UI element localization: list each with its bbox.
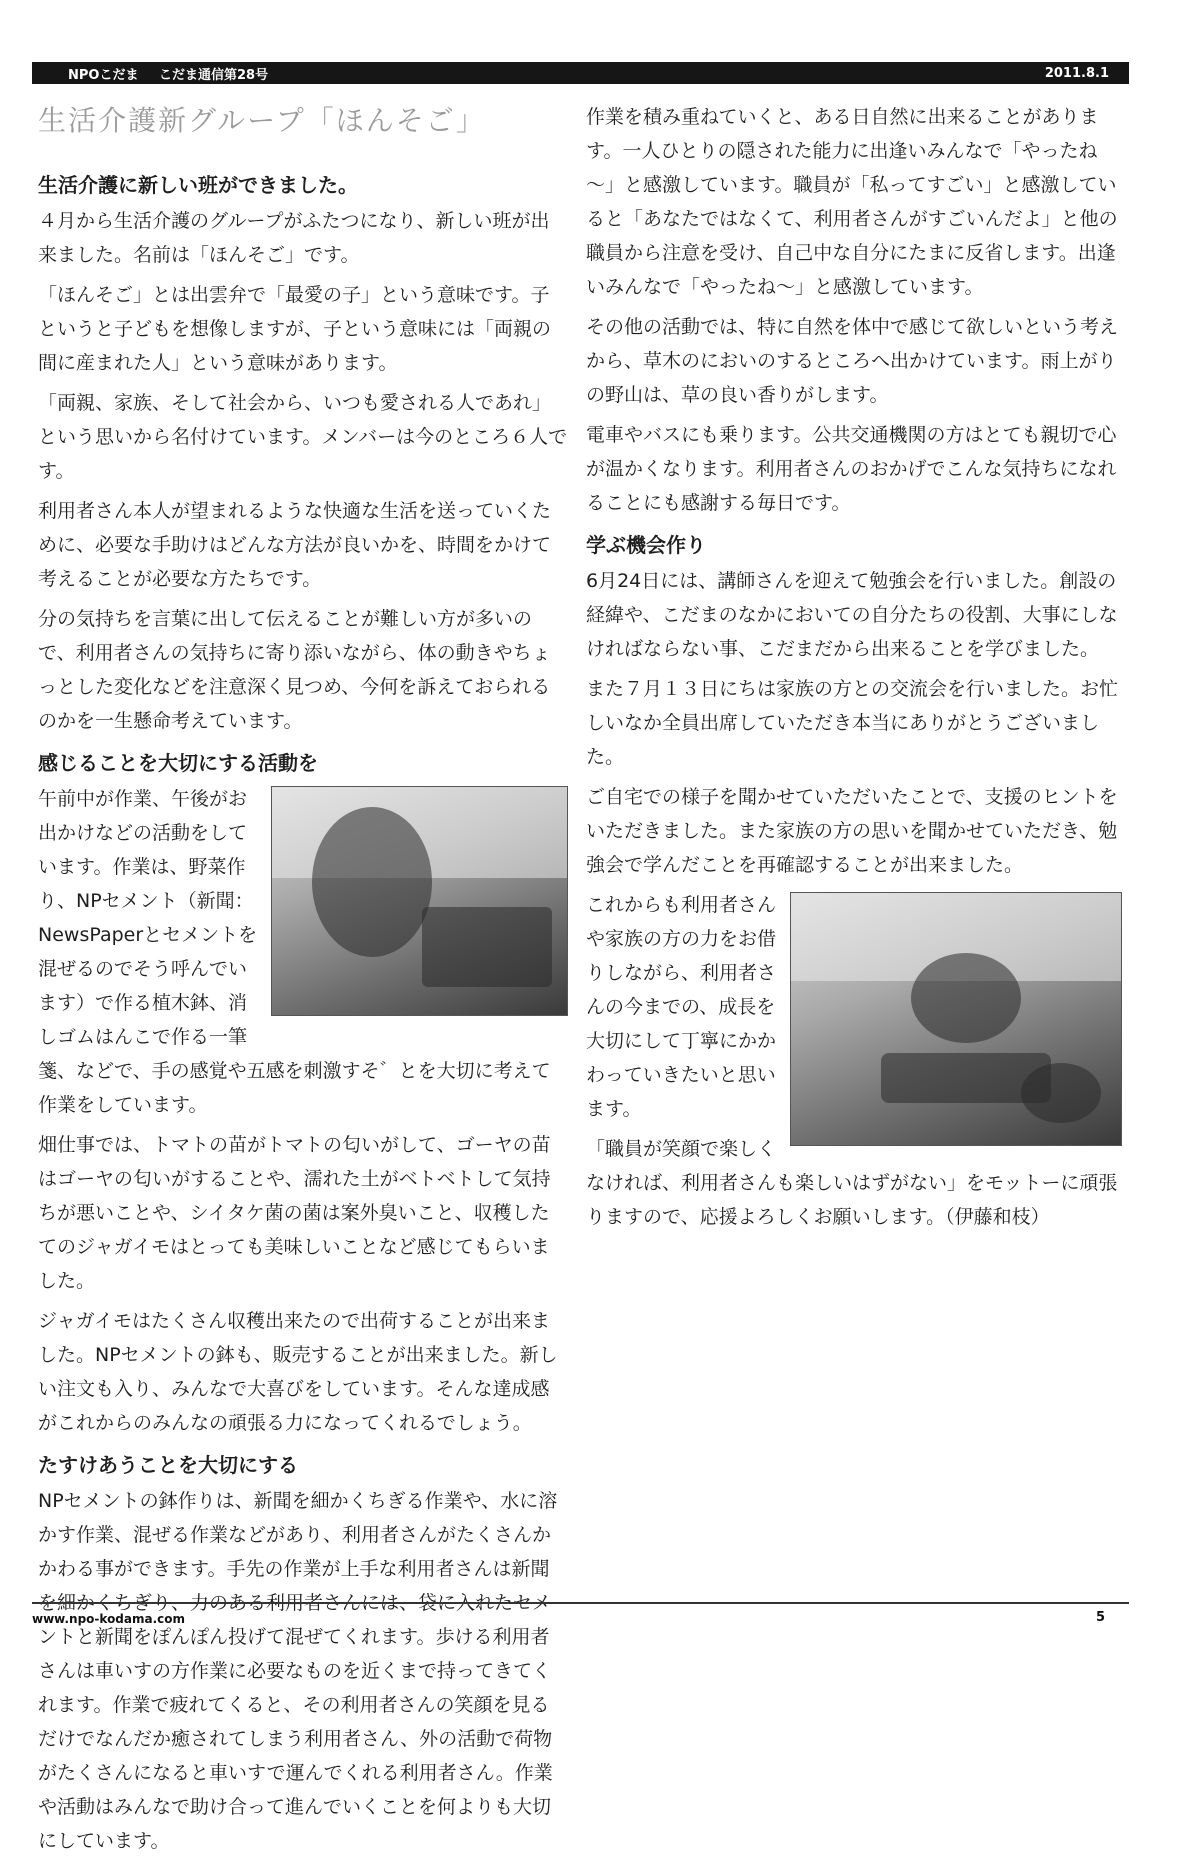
paragraph: 電車やバスにも乗ります。公共交通機関の方はとても親切で心が温かくなります。利用者さんのおかげでこんな気持ちになれることにも感謝する毎日です。 [586,424,1117,514]
paragraph: また７月１３日にちは家族の方との交流会を行いました。お忙しいなか全員出席していただき本当にありがとうございました。 [586,678,1119,768]
header-date: 2011.8.1 [1044,65,1109,81]
left-column [38,100,568,1864]
header-org: NPOこだま [68,67,139,83]
article-title-banner: 生活介護新グループ「ほんそご」 [38,104,486,137]
paragraph: これからも利用者さんや家族の方の力をお借りしながら、利用者さんの今までの、成長を大切にして丁寧にかかわっていきたいと思います。 [586,894,777,1120]
paragraph: 作業を積み重ねていくと、ある日自然に出来ることがあります。一人ひとりの隠された能力に出逢いみんなで「やったね～」と感激しています。職員が「私ってすごい」と感激していると「あなたではなくて、利用者さんがすごいんだよ」と他の職員から注意を受け、自己中な自分にたまに反省します。出逢いみんなで「やったね～」と感激しています。 [586,106,1118,298]
paragraph: その他の活動では、特に自然を体中で感じて欲しいという考えから、草木のにおいのするところへ出かけています。雨上がりの野山は、草の良い香りがします。 [586,316,1119,406]
section-heading-activities: 感じることを大切にする活動を [38,751,318,775]
paragraph: 分の気持ちを言葉に出して伝えることが難しい方が多いので、利用者さんの気持ちに寄り添いながら、体の動きやちょっとした変化などを注意深く見つめ、今何を訴えておられるのかを一生懸命考えています。 [38,608,551,732]
paragraph: 「両親、家族、そして社会から、いつも愛される人であれ」という思いから名付けています。メンバーは今のところ６人です。 [38,392,568,482]
footer-url: www.npo-kodama.com [32,1612,186,1626]
paragraph: 「ほんそご」とは出雲弁で「最愛の子」という意味です。子というと子どもを想像しますが、子という意味には「両親の間に産まれた人」という意味があります。 [38,284,552,374]
photo-plant-pots [790,892,1122,1146]
paragraph: ４月から生活介護のグループがふたつになり、新しい班が出来ました。名前は「ほんそご」です。 [38,210,550,266]
header-left [68,64,284,83]
header-bar [32,62,1129,84]
paragraph: 畑仕事では、トマトの苗がトマトの匂いがして、ゴーヤの苗はゴーヤの匂いがすることや、濡れた土がベトベトして気持ちが悪いことや、シイタケ菌の菌は案外臭いこと、収穫したてのジャガイモはとっても美味しいことなど感じてもらいました。 [38,1134,551,1292]
paragraph: 6月24日には、講師さんを迎えて勉強会を行いました。創設の経緯や、こだまのなかにおいての自分たちの役割、大事にしなければならない事、こだまだから出来ることを学びました。 [586,570,1118,660]
footer-divider [32,1602,1129,1604]
paragraph: ジャガイモはたくさん収穫出来たので出荷することが出来ました。NPセメントの鉢も、販売することが出来ました。新しい注文も入り、みんなで大喜びをしています。そんな達成感がこれからのみんなの頑張る力になってくれるでしょう。 [38,1310,558,1434]
page-number: 5 [1096,1610,1106,1625]
header-issue: こだま通信第28号 [159,67,269,83]
right-column [586,100,1122,1240]
section-heading-new-group: 生活介護に新しい班ができました。 [38,173,358,197]
section-heading-mutual-help: たすけあうことを大切にする [38,1453,298,1477]
paragraph: NPセメントの鉢作りは、新聞を細かくちぎる作業や、水に溶かす作業、混ぜる作業などがあり、利用者さんがたくさんかかわる事ができます。手先の作業が上手な利用者さんは新聞を細かくちぎり、力のある利用者さんには、袋に入れたセメントと新聞をぽんぽん投げて混ぜてくれます。歩ける利用者さんは車いすの方作業に必要なものを近くまで持ってきてくれます。作業で疲れてくると、その利用者さんの笑顔を見るだけでなんだか癒されてしまう利用者さん、外の活動で荷物がたくさんになると車いすで運んでくれる利用者さん。作業や活動はみんなで助け合って進んでいくことを何よりも大切にしています。 [38,1490,558,1852]
paragraph: ご自宅での様子を聞かせていただいたことで、支援のヒントをいただきました。また家族の方の思いを聞かせていただき、勉強会で学んだことを再確認することが出来ました。 [586,786,1118,876]
paragraph: 「職員が笑顔で楽しくなければ、利用者さんも楽しいはずがない」をモットーに頑張りますので、応援よろしくお願いします。（伊藤和枝） [586,1138,1118,1228]
section-heading-learning: 学ぶ機会作り [586,533,706,557]
paragraph: 午前中が作業、午後がお出かけなどの活動をしています。作業は、野菜作り、NPセメント（新聞：NewsPaperとセメントを混ぜるのでそう呼んでいます）で作る植木鉢、消しゴムはんこで作る一筆箋、などで、手の感覚や五感を刺激すそ゛とを大切に考えて作業をしています。 [38,788,551,1116]
photo-person-with-planter [271,786,568,1016]
paragraph: 利用者さん本人が望まれるような快適な生活を送っていくために、必要な手助けはどんな方法が良いかを、時間をかけて考えることが必要な方たちです。 [38,500,552,590]
